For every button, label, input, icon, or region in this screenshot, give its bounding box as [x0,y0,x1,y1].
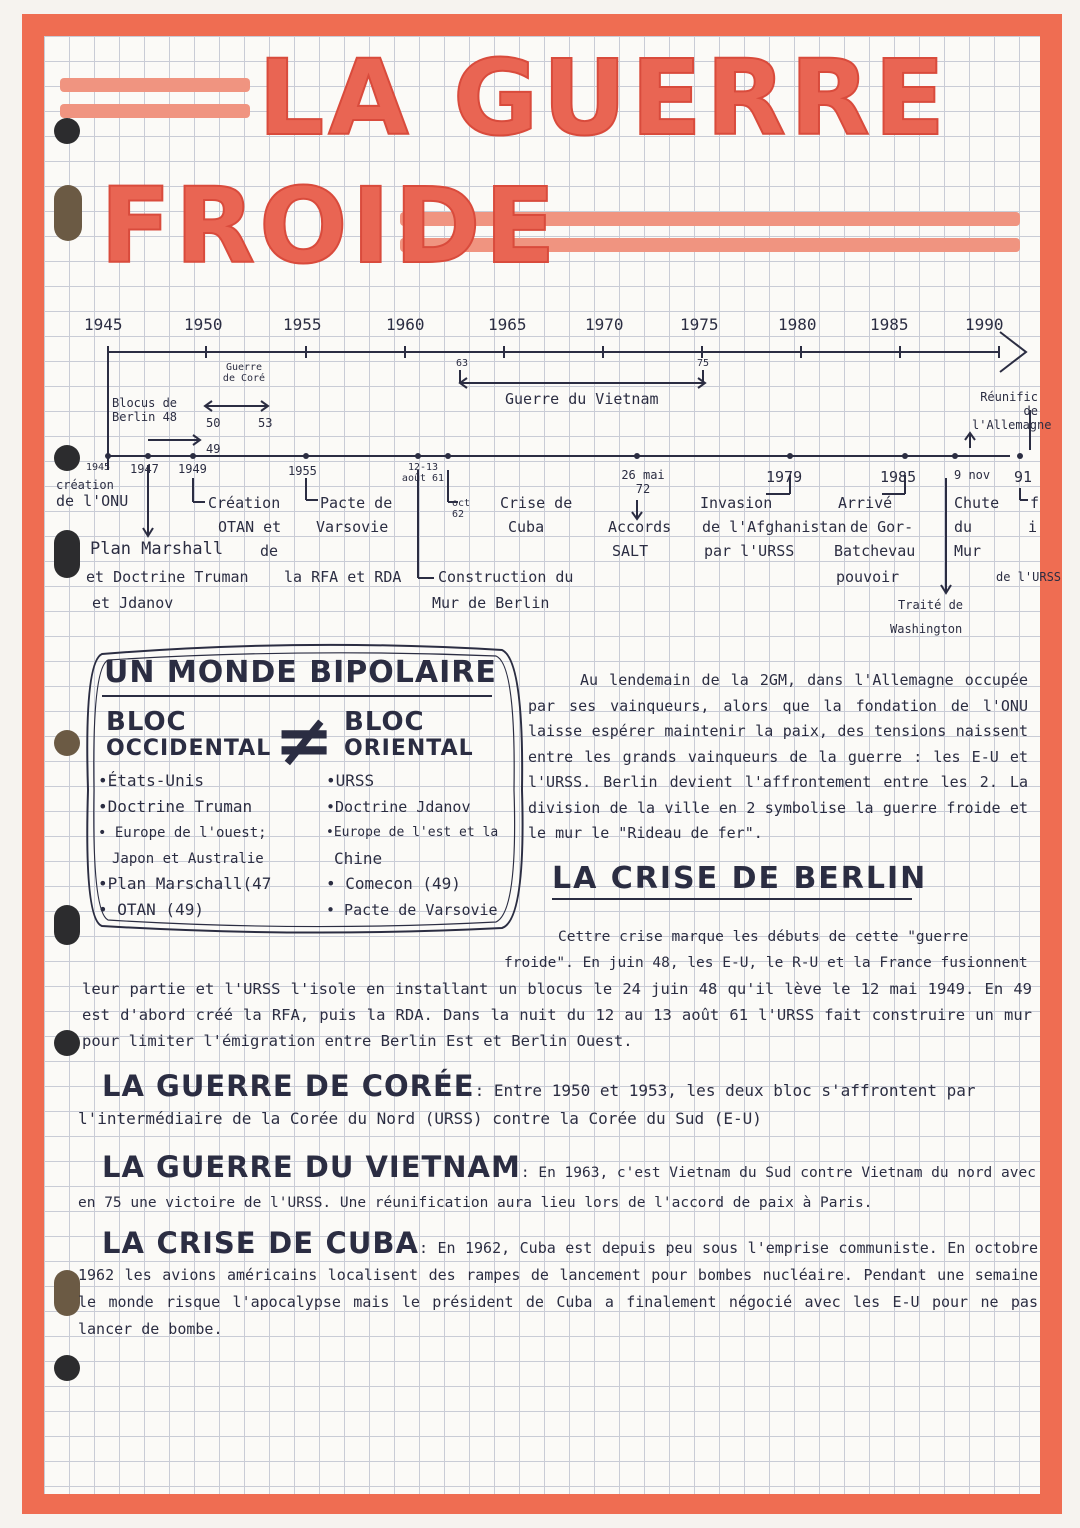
east-bloc-item: •Europe de l'est et la [326,825,499,840]
bipolaire-heading: UN MONDE BIPOLAIRE [104,655,497,690]
event-label: Varsovie [316,518,389,536]
west-bloc-title: BLOC [106,707,187,737]
vietnam-end: 75 [697,358,710,369]
east-bloc-item: •URSS [326,771,375,790]
event-label: de l'URSS [996,570,1062,584]
intro-paragraph: Au lendemain de la 2GM, dans l'Allemagne occupée par ses vainqueurs, alors que la fondation de l'ONU laisse espérer maintenir la paix, des tensions naissent entre les grands vainqueurs de la guerre : les E-U et l'URSS. Berlin devient l'affrontement entre les 2. La division de la ville en 2 symbolise la guerre froide et le mur le "Rideau de fer". [528,671,1028,842]
page-title-line-2: FROIDE [100,165,560,287]
event-date: 91 [1014,468,1033,486]
event-label: i [1028,518,1038,536]
east-bloc-item: Chine [334,849,383,868]
binder-hole [54,1355,80,1381]
event-label: de Gor- [850,518,914,536]
berlin-paragraph-cont: leur partie et l'URSS l'isole en installant un blocus le 24 juin 48 qu'il lève le 12 mai 1949. En 49 est d'abord créé la RFA, puis la RDA. Dans la nuit du 12 au 13 août 61 l'URSS fait construire un mur pour limiter l'émigration entre Berlin Est et Berlin Ouest. [82,980,1032,1050]
binder-hole [54,730,80,756]
event-date: 1979 [766,468,803,486]
event-label: Batchevau [834,542,916,560]
event-label: de [260,542,279,560]
event-date: 1955 [288,464,317,478]
event-date: 1945 [86,462,111,473]
event-label: par l'URSS [704,542,795,560]
cuba-text: : En 1962, Cuba est depuis peu sous l'emprise communiste. En octobre 1962 les avions américains localisent des rampes de lancement pour bombes nucléaire. Pendant une semaine le monde risque l'apocalypse mais le président de Cuba a finalement négocié avec les E-U pour ne pas lancer de bombe. [78,1239,1039,1338]
east-bloc-item: • Pacte de Varsovie [326,901,498,919]
event-date: 12-13 août 61 [401,462,445,484]
section-heading-coree: LA GUERRE DE CORÉE [102,1069,475,1103]
section-underline [552,898,912,900]
timeline-year: 1965 [488,315,527,334]
west-bloc-item: Japon et Australie [112,851,264,867]
event-label: OTAN et [218,518,282,536]
event-date: 26 mai 72 [621,468,665,496]
west-bloc-item: •Doctrine Truman [98,797,253,816]
coree-text: : Entre 1950 et 1953, les deux bloc s'affrontent par l'intermédiaire de la Corée du Nord (URSS) contre la Corée du Sud (E-U) [78,1081,976,1128]
event-label: Mur [954,542,982,560]
cuba-paragraph [78,1226,1039,1343]
event-label: Chute [954,494,1000,512]
section-heading-cuba: LA CRISE DE CUBA [102,1226,419,1260]
event-label: Invasion [700,494,773,512]
event-label: et Jdanov [92,594,174,612]
binder-hole [54,1030,80,1056]
event-label: du [954,518,973,536]
timeline-year: 1975 [680,315,719,334]
coree-paragraph [78,1069,1034,1133]
east-bloc-item: • Comecon (49) [326,874,461,893]
east-bloc-item: •Doctrine Jdanov [326,798,471,816]
vietnam-text: : En 1963, c'est Vietnam du Sud contre Vietnam du nord avec en 75 une victoire de l'URSS. Une réunification aura lieu lors de l'accord de paix à Paris. [78,1165,1036,1211]
event-label: SALT [612,542,649,560]
section-heading-berlin: LA CRISE DE BERLIN [552,861,928,896]
west-bloc-item: • OTAN (49) [98,900,204,919]
binder-hole [54,905,80,945]
berlin-paragraph: Cettre crise marque les débuts de cette "guerre froide". En juin 48, les E-U, le R-U et la France fusionnent [504,929,1028,971]
section-heading-vietnam: LA GUERRE DU VIETNAM [102,1150,521,1184]
event-label: pouvoir [836,568,900,586]
event-label: Traité de [898,598,964,612]
event-label: Construction du [438,568,574,586]
event-label: de l'Afghanistan [702,518,847,536]
page-title-line-1: LA GUERRE [258,37,950,159]
event-date: oct 62 [452,498,471,520]
event-label: Mur de Berlin [432,594,550,612]
vietnam-paragraph [78,1152,1046,1218]
event-label: f [1030,494,1040,512]
event-date: 1985 [880,468,917,486]
event-label: Cuba [508,518,545,536]
event-label: et Doctrine Truman [86,568,249,586]
coree-end: 53 [258,416,273,430]
event-date: 1947 [130,462,159,476]
west-bloc-title: OCCIDENTAL [106,736,272,761]
event-label: de l'ONU [56,492,129,510]
event-label: Pacte de [320,494,393,512]
event-date: 9 nov [954,468,991,482]
event-label: Arrivé [838,494,893,512]
timeline-year: 1980 [778,315,817,334]
event-label: Accords [608,518,672,536]
event-label: Plan Marshall [90,539,224,559]
binder-hole [54,1270,80,1316]
not-equal-symbol: ≠ [274,698,336,782]
timeline-year: 1985 [870,315,909,334]
vietnam-start: 63 [456,358,469,369]
reunification-label: Réunific de l'Allemagne [972,390,1052,432]
coree-war-label: Guerre de Coré [222,362,266,384]
event-label: création [56,478,114,492]
timeline-year: 1990 [965,315,1004,334]
timeline-arrow [1000,332,1026,372]
event-label: Crise de [500,494,573,512]
timeline-year: 1950 [184,315,223,334]
west-bloc-item: • Europe de l'ouest; [98,825,267,841]
berlin-blockade-end: 49 [206,442,221,456]
timeline-year: 1945 [84,315,123,334]
event-date: 1949 [178,462,207,476]
east-bloc-title: ORIENTAL [344,736,474,761]
timeline-year: 1970 [585,315,624,334]
timeline-year: 1960 [386,315,425,334]
berlin-blockade-label: Blocus de Berlin 48 [112,396,178,424]
event-label: Création [208,494,281,512]
timeline-year: 1955 [283,315,322,334]
event-label: Washington [890,622,963,636]
west-bloc-item: •États-Unis [98,771,204,790]
vietnam-war-label: Guerre du Vietnam [505,390,659,408]
coree-start: 50 [206,416,221,430]
timeline [0,0,1080,660]
east-bloc-title: BLOC [344,707,425,737]
event-label: la RFA et RDA [284,568,402,586]
west-bloc-item: •Plan Marschall(47 [98,874,272,893]
